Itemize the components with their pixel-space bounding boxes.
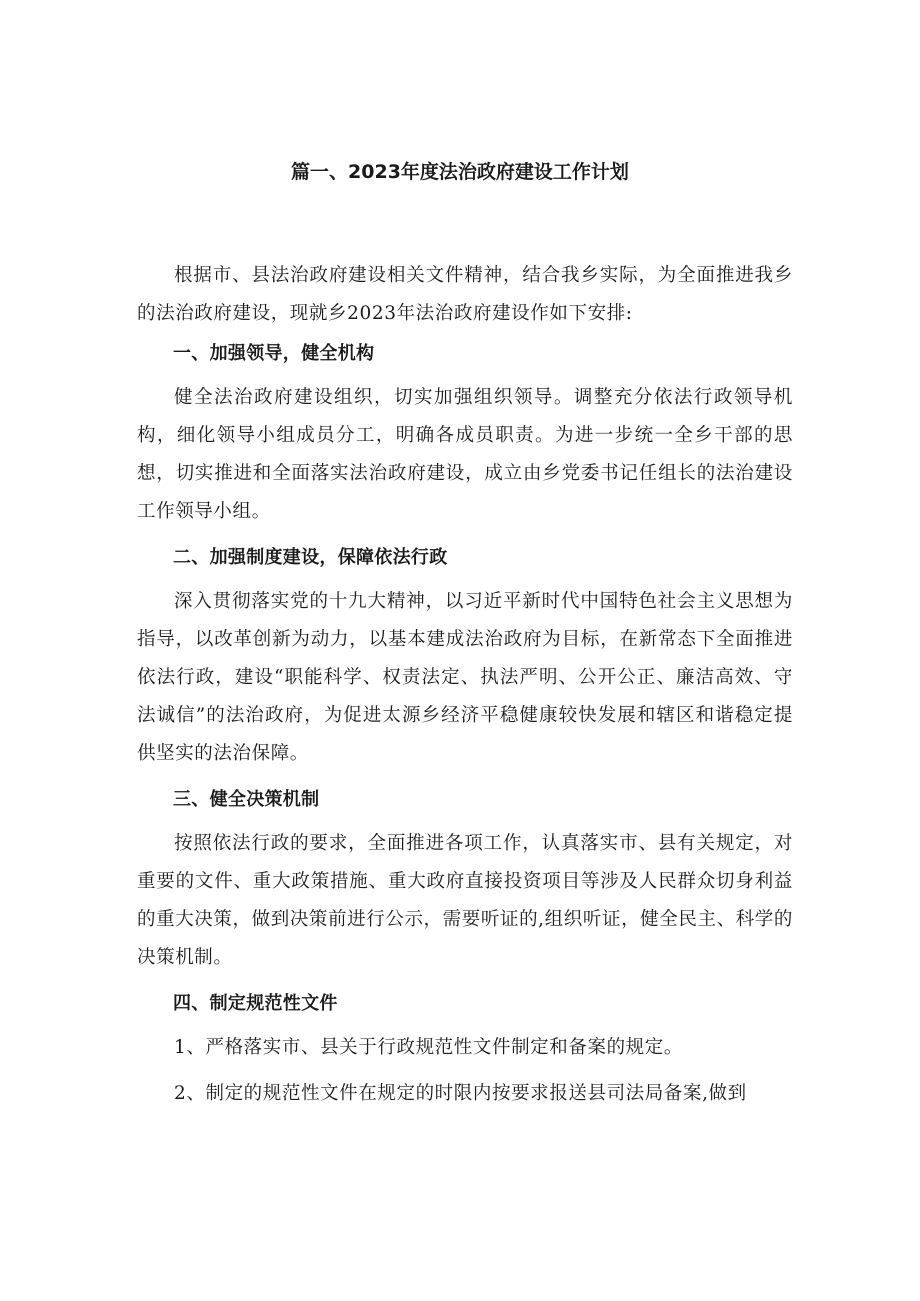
section-paragraph: 按照依法行政的要求，全面推进各项工作，认真落实市、县有关规定，对重要的文件、重大政策措施、重大政府直接投资项目等涉及人民群众切身利益的重大决策，做到决策前进行公示，需要听证的,组织听证，健全民主、科学的决策机制。 bbox=[137, 833, 793, 968]
section-1 bbox=[137, 335, 793, 531]
section-heading: 一、加强领导，健全机构 bbox=[173, 343, 375, 364]
section-paragraph: 健全法治政府建设组织，切实加强组织领导。调整充分依法行政领导机构，细化领导小组成员分工，明确各成员职责。为进一步统一全乡干部的思想，切实推进和全面落实法治政府建设，成立由乡党委书记任组长的法治建设工作领导小组。 bbox=[137, 387, 793, 522]
section-heading: 二、加强制度建设，保障依法行政 bbox=[173, 547, 448, 568]
list-item: 1、严格落实市、县关于行政规范性文件制定和备案的规定。 bbox=[174, 1037, 683, 1058]
list-item: 2、制定的规范性文件在规定的时限内按要求报送县司法局备案,做到 bbox=[174, 1083, 747, 1104]
paragraph-spacer bbox=[137, 1067, 793, 1075]
section-paragraph: 深入贯彻落实党的十九大精神，以习近平新时代中国特色社会主义思想为指导，以改革创新为动力，以基本建成法治政府为目标，在新常态下全面推进依法行政，建设“职能科学、权责法定、执法严明、公开公正、廉洁高效、守法诚信”的法治政府，为促进太源乡经济平稳健康较快发展和辖区和谐稳定提供坚实的法治保障。 bbox=[137, 591, 793, 764]
section-4 bbox=[137, 985, 793, 1113]
document-title: 篇一、2023年度法治政府建设工作计划 bbox=[291, 161, 629, 183]
document-body bbox=[137, 257, 793, 1113]
section-heading: 三、健全决策机制 bbox=[173, 789, 320, 810]
intro-paragraph: 根据市、县法治政府建设相关文件精神，结合我乡实际，为全面推进我乡的法治政府建设，现就乡2023年法治政府建设作如下安排: bbox=[137, 265, 793, 324]
section-heading: 四、制定规范性文件 bbox=[173, 993, 338, 1014]
section-3 bbox=[137, 781, 793, 977]
section-2 bbox=[137, 539, 793, 773]
